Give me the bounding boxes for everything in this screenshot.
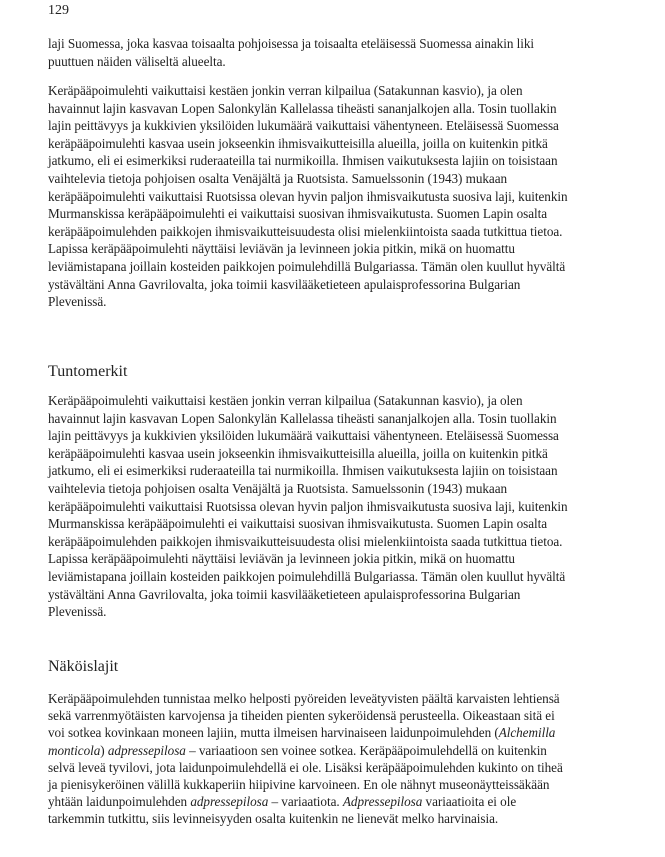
variety-name-italic: Adpressepilosa bbox=[342, 794, 423, 810]
variety-name-italic: adpressepilosa bbox=[107, 742, 186, 758]
text-run: voi sotkea kovinkaan moneen lajiin, mutta ilmeisen harvinaiseen laidunpoimulehden ( bbox=[48, 725, 499, 741]
page-number: 129 bbox=[48, 3, 69, 18]
text-line: ystävältäni Anna Gavrilovalta, joka toimii kasvilääketieteen apulaisprofessorina Bulgarian bbox=[48, 586, 521, 602]
text-line: Plevenissä. bbox=[48, 294, 107, 310]
text-line: Keräpääpoimulehti vaikuttaisi kestäen jonkin verran kilpailua (Satakunnan kasvio), ja olen bbox=[48, 83, 523, 98]
text-line: keräpääpoimulehti vaikuttaisi Ruotsissa olevan hyvin paljon ihmisvaikutusta suosiva laji, kuitenkin bbox=[48, 188, 568, 204]
text-line: Lapissa keräpääpoimulehti näyttäisi leviävän ja levinneen jokia pitkin, mikä on huomattu bbox=[48, 551, 515, 567]
text-line: puuttuen näiden väliseltä alueelta. bbox=[48, 53, 226, 69]
paragraph-tuntomerkit bbox=[48, 392, 623, 621]
text-line: leviämistapana joillain kosteiden paikkojen poimulehdillä Bulgariassa. Tämän olen kuullut hyvältä bbox=[48, 258, 566, 274]
species-name-italic: monticola bbox=[48, 742, 101, 758]
text-run: – variaatioon sen voinee sotkea. Keräpääpoimulehdellä on kuitenkin bbox=[185, 742, 547, 758]
text-line: keräpääpoimulehti vaikuttaisi Ruotsissa olevan hyvin paljon ihmisvaikutusta suosiva laji, kuitenkin bbox=[48, 498, 568, 514]
text-line: leviämistapana joillain kosteiden paikkojen poimulehdillä Bulgariassa. Tämän olen kuullut hyvältä bbox=[48, 568, 566, 584]
text-line: keräpääpoimulehti kasvaa usein jokseenkin ihmisvaikutteisilla alueilla, joilla on kuitenkin pitkä bbox=[48, 445, 548, 461]
section-heading-tuntomerkit: Tuntomerkit bbox=[48, 363, 128, 380]
text-line: Keräpääpoimulehden tunnistaa melko helposti pyöreiden leveätyvisten päältä karvaisten lehtiensä bbox=[48, 691, 560, 706]
text-line: havainnut lajin kasvavan Lopen Salonkylän Kallelassa tiheästi sananjalkojen alla. Tosin tuollakin bbox=[48, 100, 557, 116]
text-run: yhtään laidunpoimulehden bbox=[48, 794, 191, 810]
text-line: vaihtelevia tietoja pohjoisen osalta Venäjältä ja Ruotsista. Samuelssonin (1943) mukaan bbox=[48, 480, 508, 496]
section-heading-nakoislajit: Näköislajit bbox=[48, 658, 119, 675]
text-line: lajin peittävyys ja kukkivien yksilöiden lukumäärä vaikuttaisi vähentyneen. Eteläisessä Suomessa bbox=[48, 428, 559, 444]
text-line: Plevenissä. bbox=[48, 604, 107, 620]
paragraph-competition bbox=[48, 82, 623, 311]
text-run: – variaatiota. bbox=[268, 794, 343, 810]
text-line: lajin peittävyys ja kukkivien yksilöiden lukumäärä vaikuttaisi vähentyneen. Eteläisessä Suomessa bbox=[48, 118, 559, 134]
text-line bbox=[48, 793, 623, 810]
text-run: ) bbox=[100, 742, 108, 758]
species-name-italic: Alchemilla bbox=[498, 725, 556, 741]
text-line: tarkemmin tutkittu, siis levinneisyyden osalta kuitenkin ne lienevät melko harvinaisia. bbox=[48, 811, 499, 827]
text-line: Murmanskissa keräpääpoimulehti ei vaikuttaisi suosivan ihmisvaikutusta. Suomen Lapin osalta bbox=[48, 206, 548, 222]
text-line: Lapissa keräpääpoimulehti näyttäisi leviävän ja levinneen jokia pitkin, mikä on huomattu bbox=[48, 241, 515, 257]
text-line bbox=[48, 724, 623, 741]
text-line: jatkumo, eli ei esimerkiksi ruderaateilla tai nurmikoilla. Ihmisen vaikutuksesta lajiin on toisistaan bbox=[48, 153, 558, 169]
text-line: keräpääpoimulehden paikkojen ihmisvaikutteisuudesta olisi mielenkiintoista saada tutkittua tietoa. bbox=[48, 223, 563, 239]
text-run: variaatioita ei ole bbox=[422, 794, 517, 810]
text-line: sekä varrenmyötäisten karvojensa ja tiheiden pienten sykeröidensä perusteella. Oikeastaan sitä ei bbox=[48, 708, 555, 724]
text-line bbox=[48, 742, 623, 759]
text-line: laji Suomessa, joka kasvaa toisaalta pohjoisessa ja toisaalta eteläisessä Suomessa ainakin liki bbox=[48, 36, 535, 51]
text-line: keräpääpoimulehti kasvaa usein jokseenkin ihmisvaikutteisilla alueilla, joilla on kuitenkin pitkä bbox=[48, 135, 548, 151]
text-line: havainnut lajin kasvavan Lopen Salonkylän Kallelassa tiheästi sananjalkojen alla. Tosin tuollakin bbox=[48, 410, 557, 426]
variety-name-italic: adpressepilosa bbox=[190, 794, 269, 810]
paragraph-nakoislajit bbox=[48, 690, 623, 828]
text-line: Keräpääpoimulehti vaikuttaisi kestäen jonkin verran kilpailua (Satakunnan kasvio), ja olen bbox=[48, 393, 523, 408]
text-line: jatkumo, eli ei esimerkiksi ruderaateilla tai nurmikoilla. Ihmisen vaikutuksesta lajiin on toisistaan bbox=[48, 463, 558, 479]
text-line: vaihtelevia tietoja pohjoisen osalta Venäjältä ja Ruotsista. Samuelssonin (1943) mukaan bbox=[48, 170, 508, 186]
text-line: ystävältäni Anna Gavrilovalta, joka toimii kasvilääketieteen apulaisprofessorina Bulgarian bbox=[48, 276, 521, 292]
text-line: ja pienisykeröinen välillä kukkaperiin hiipivine karvoineen. En ole nähnyt museonäytteissäkään bbox=[48, 777, 550, 793]
text-line: selvä leveä tyvilovi, jota laidunpoimulehdellä ei ole. Lisäksi keräpääpoimulehden kukinto on tiheä bbox=[48, 759, 563, 775]
intro-paragraph bbox=[48, 35, 623, 70]
text-line: keräpääpoimulehden paikkojen ihmisvaikutteisuudesta olisi mielenkiintoista saada tutkittua tietoa. bbox=[48, 533, 563, 549]
text-line: Murmanskissa keräpääpoimulehti ei vaikuttaisi suosivan ihmisvaikutusta. Suomen Lapin osalta bbox=[48, 516, 548, 532]
